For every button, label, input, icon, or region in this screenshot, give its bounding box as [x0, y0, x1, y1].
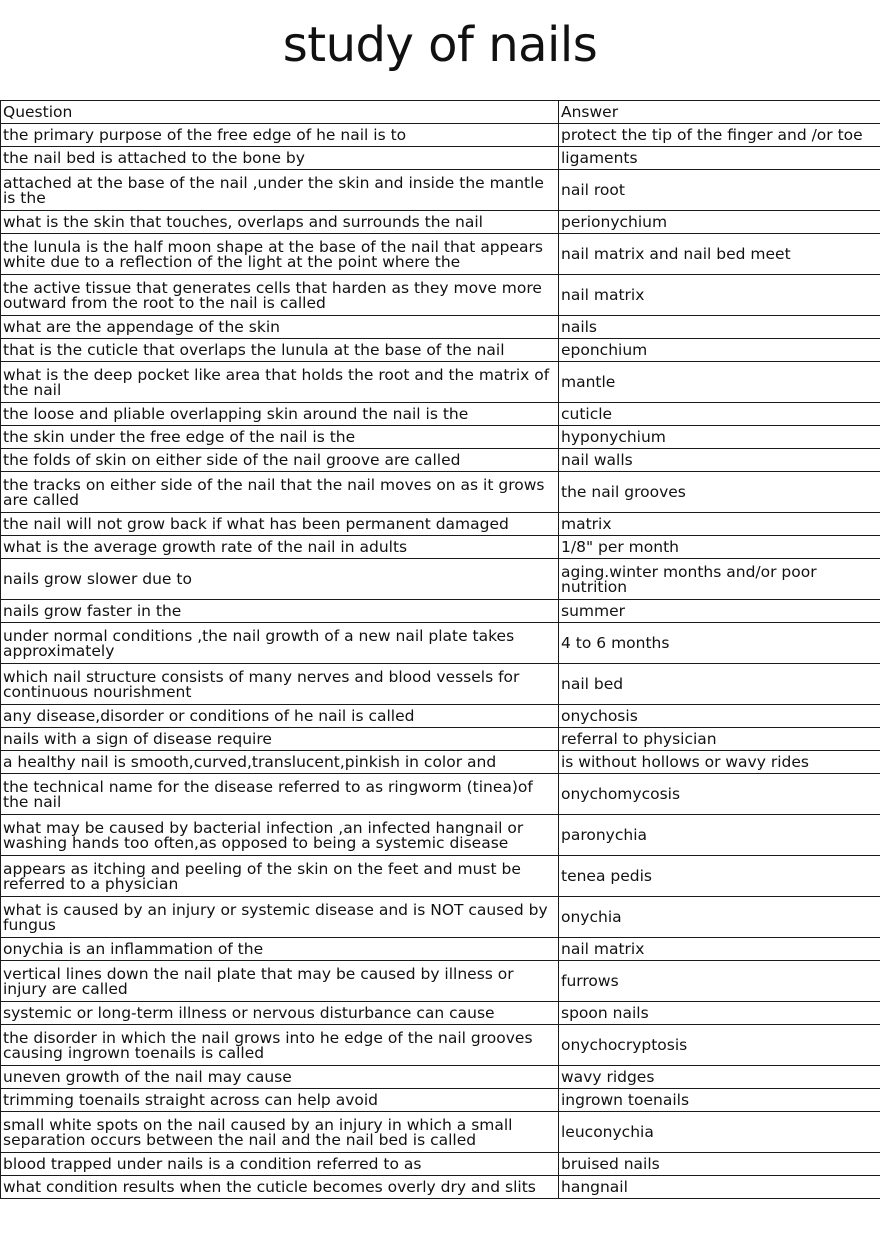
answer-cell: nail root: [559, 170, 880, 211]
question-cell: what may be caused by bacterial infection ,an infected hangnail or washing hands too often,as opposed to being a systemic disease: [1, 815, 559, 856]
table-row: [1, 559, 880, 600]
table-row: [1, 1089, 880, 1112]
table-row: [1, 1025, 880, 1066]
question-cell: the nail bed is attached to the bone by: [1, 147, 559, 170]
table-row: [1, 339, 880, 362]
answer-cell: nail bed: [559, 664, 880, 705]
question-cell: which nail structure consists of many nerves and blood vessels for continuous nourishment: [1, 664, 559, 705]
table-row: [1, 938, 880, 961]
question-cell: nails grow faster in the: [1, 600, 559, 623]
table-row: [1, 124, 880, 147]
table-row: [1, 623, 880, 664]
table-row: [1, 426, 880, 449]
table-row: [1, 211, 880, 234]
answer-cell: spoon nails: [559, 1002, 880, 1025]
question-cell: the nail will not grow back if what has been permanent damaged: [1, 513, 559, 536]
answer-cell: aging.winter months and/or poor nutrition: [559, 559, 880, 600]
answer-cell: summer: [559, 600, 880, 623]
answer-cell: leuconychia: [559, 1112, 880, 1153]
page-title: study of nails: [282, 17, 598, 73]
question-cell: attached at the base of the nail ,under the skin and inside the mantle is the: [1, 170, 559, 211]
answer-cell: is without hollows or wavy rides: [559, 751, 880, 774]
table-row: [1, 600, 880, 623]
table-row: [1, 1066, 880, 1089]
table-row: [1, 705, 880, 728]
question-cell: appears as itching and peeling of the skin on the feet and must be referred to a physician: [1, 856, 559, 897]
question-cell: onychia is an inflammation of the: [1, 938, 559, 961]
answer-cell: tenea pedis: [559, 856, 880, 897]
answer-cell: referral to physician: [559, 728, 880, 751]
table-row: [1, 897, 880, 938]
table-row: [1, 856, 880, 897]
answer-cell: 1/8" per month: [559, 536, 880, 559]
question-cell: what is caused by an injury or systemic disease and is NOT caused by fungus: [1, 897, 559, 938]
question-cell: the loose and pliable overlapping skin around the nail is the: [1, 403, 559, 426]
question-cell: any disease,disorder or conditions of he nail is called: [1, 705, 559, 728]
table-row: [1, 316, 880, 339]
table-row: [1, 1112, 880, 1153]
answer-cell: protect the tip of the finger and /or toe: [559, 124, 880, 147]
question-cell: uneven growth of the nail may cause: [1, 1066, 559, 1089]
question-cell: the technical name for the disease referred to as ringworm (tinea)of the nail: [1, 774, 559, 815]
table-row: [1, 472, 880, 513]
answer-cell: onychocryptosis: [559, 1025, 880, 1066]
question-cell: the lunula is the half moon shape at the base of the nail that appears white due to a reflection of the light at the point where the: [1, 234, 559, 275]
table-row: [1, 774, 880, 815]
question-cell: a healthy nail is smooth,curved,translucent,pinkish in color and: [1, 751, 559, 774]
question-cell: what condition results when the cuticle becomes overly dry and slits: [1, 1176, 559, 1199]
answer-cell: wavy ridges: [559, 1066, 880, 1089]
table-row: [1, 449, 880, 472]
answer-cell: eponchium: [559, 339, 880, 362]
question-cell: that is the cuticle that overlaps the lunula at the base of the nail: [1, 339, 559, 362]
answer-cell: the nail grooves: [559, 472, 880, 513]
question-cell: the folds of skin on either side of the nail groove are called: [1, 449, 559, 472]
table-row: [1, 536, 880, 559]
answer-cell: ingrown toenails: [559, 1089, 880, 1112]
answer-cell: nail walls: [559, 449, 880, 472]
question-cell: what is the average growth rate of the nail in adults: [1, 536, 559, 559]
question-cell: under normal conditions ,the nail growth of a new nail plate takes approximately: [1, 623, 559, 664]
question-cell: nails grow slower due to: [1, 559, 559, 600]
answer-cell: furrows: [559, 961, 880, 1002]
answer-cell: nail matrix: [559, 938, 880, 961]
table-row: [1, 403, 880, 426]
table-row: [1, 362, 880, 403]
answer-cell: hyponychium: [559, 426, 880, 449]
table-row: [1, 1153, 880, 1176]
answer-cell: bruised nails: [559, 1153, 880, 1176]
table-row: [1, 664, 880, 705]
question-cell: blood trapped under nails is a condition referred to as: [1, 1153, 559, 1176]
answer-cell: 4 to 6 months: [559, 623, 880, 664]
question-cell: vertical lines down the nail plate that may be caused by illness or injury are called: [1, 961, 559, 1002]
column-header-question: Question: [1, 101, 559, 124]
table-row: [1, 1002, 880, 1025]
question-cell: what is the skin that touches, overlaps and surrounds the nail: [1, 211, 559, 234]
answer-cell: onychomycosis: [559, 774, 880, 815]
question-cell: the skin under the free edge of the nail is the: [1, 426, 559, 449]
answer-cell: hangnail: [559, 1176, 880, 1199]
question-cell: nails with a sign of disease require: [1, 728, 559, 751]
question-cell: what is the deep pocket like area that holds the root and the matrix of the nail: [1, 362, 559, 403]
answer-cell: onychia: [559, 897, 880, 938]
answer-cell: perionychium: [559, 211, 880, 234]
table-row: [1, 513, 880, 536]
answer-cell: mantle: [559, 362, 880, 403]
table-row: [1, 234, 880, 275]
question-cell: the tracks on either side of the nail that the nail moves on as it grows are called: [1, 472, 559, 513]
answer-cell: matrix: [559, 513, 880, 536]
table-row: [1, 1176, 880, 1199]
table-row: [1, 961, 880, 1002]
question-cell: the primary purpose of the free edge of he nail is to: [1, 124, 559, 147]
table-row: [1, 275, 880, 316]
answer-cell: paronychia: [559, 815, 880, 856]
question-cell: small white spots on the nail caused by an injury in which a small separation occurs between the nail and the nail bed is called: [1, 1112, 559, 1153]
answer-cell: onychosis: [559, 705, 880, 728]
answer-cell: nail matrix: [559, 275, 880, 316]
column-header-answer: Answer: [559, 101, 880, 124]
table-header-row: [1, 101, 880, 124]
question-answer-table: [0, 100, 880, 1199]
question-cell: the disorder in which the nail grows into he edge of the nail grooves causing ingrown toenails is called: [1, 1025, 559, 1066]
answer-cell: ligaments: [559, 147, 880, 170]
answer-cell: nails: [559, 316, 880, 339]
answer-cell: nail matrix and nail bed meet: [559, 234, 880, 275]
table-row: [1, 751, 880, 774]
table-row: [1, 147, 880, 170]
table-row: [1, 728, 880, 751]
answer-cell: cuticle: [559, 403, 880, 426]
table-row: [1, 815, 880, 856]
question-cell: trimming toenails straight across can help avoid: [1, 1089, 559, 1112]
question-cell: systemic or long-term illness or nervous disturbance can cause: [1, 1002, 559, 1025]
question-cell: what are the appendage of the skin: [1, 316, 559, 339]
question-cell: the active tissue that generates cells that harden as they move more outward from the root to the nail is called: [1, 275, 559, 316]
table-row: [1, 170, 880, 211]
